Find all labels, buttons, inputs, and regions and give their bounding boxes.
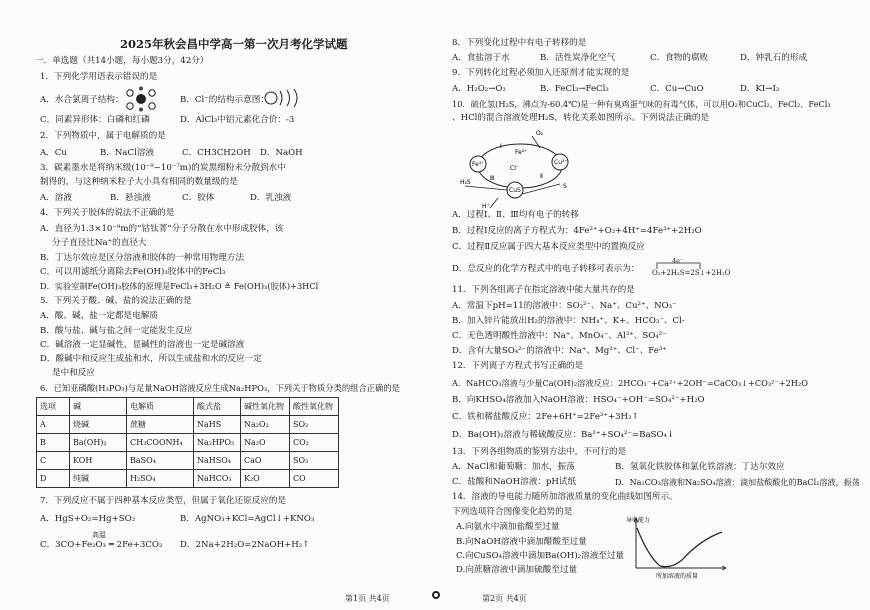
section-heading: 一．单选题（共14小题，每小题3分，42分） <box>35 56 209 66</box>
q11-option-d: D．含有大量SO₄²⁻的溶液中：Na⁺、Mg²⁺、Cl⁻、Fe³⁺ <box>452 346 667 356</box>
q5-option-a: A．酸、碱、盐一定都是电解质 <box>40 311 158 321</box>
q10-stem-line1: 10．硫化氢(H₂S，沸点为-60.4℃)是一种有臭鸡蛋气味的有毒气体，可以用O₂和CuCl₂、FeCl₂、FeCl₃ <box>452 99 831 109</box>
q8-option-a: A．食盐溶于水 <box>452 53 510 63</box>
diagram-i-label: Ⅰ <box>500 143 502 150</box>
table-cell: D <box>37 470 70 488</box>
table-cell: SO₂ <box>290 416 339 434</box>
q9-option-b: B．FeCl₃→FeCl₂ <box>540 84 609 94</box>
table-cell: Na₂O₂ <box>241 416 290 434</box>
table-cell: SO₃ <box>290 452 339 470</box>
q4-option-b: B．丁达尔效应是区分溶液和胶体的一种常用物理方法 <box>40 253 244 263</box>
right-page <box>440 0 870 610</box>
diagram-s-label: S <box>563 183 567 190</box>
q11-option-c: C．无色透明酸性溶液中：Na⁺、MnO₄⁻、Al³⁺、SO₄²⁻ <box>452 331 667 341</box>
q14-stem-line2: 下列选项符合图像变化趋势的是 <box>452 507 573 517</box>
q1-option-b: B．Cl⁻的结构示意图： <box>180 95 269 105</box>
table-header-cell: 电解质 <box>127 398 194 416</box>
q14-option-d: D.向蔗糖溶液中滴加硫酸至过量 <box>456 565 578 575</box>
q3-option-c: C．胶体 <box>182 193 215 203</box>
q8-option-d: D．钟乳石的形成 <box>740 53 808 63</box>
q13-option-c: C．盐酸和NaOH溶液：pH试纸 <box>452 477 577 487</box>
q9-option-c: C．Cu→CuO <box>650 84 704 94</box>
table-cell: Ba(OH)₂ <box>70 434 127 452</box>
page-footer-right: 第2页 共4页 <box>482 594 527 603</box>
table-cell: 烧碱 <box>70 416 127 434</box>
q12-option-a: A．NaHCO₃溶液与少量Ca(OH)₂溶液反应：2HCO₃⁻+Ca²⁺+2OH⁻=CaCO₃↓+CO₃²⁻+2H₂O <box>452 378 808 388</box>
table-cell: NaHSO₄ <box>194 452 241 470</box>
table-cell: BaSO₄ <box>127 452 194 470</box>
table-cell: Na₂HPO₃ <box>194 434 241 452</box>
table-header-cell: 碱性氧化物 <box>241 398 290 416</box>
q8-option-c: C．食物的腐败 <box>650 53 709 63</box>
table-row <box>37 452 339 470</box>
q13-stem: 13．下列各组物质的鉴别方法中，不可行的是 <box>452 447 627 457</box>
q9-option-d: D．KI→I₂ <box>740 84 780 94</box>
q6-stem: 6．已知亚磷酸(H₃PO₃)与足量NaOH溶液反应生成Na₂HPO₃，下列关于物质分类的组合正确的是 <box>40 383 400 393</box>
q14-option-a: A.向氨水中滴加盐酸至过量 <box>456 522 560 532</box>
q7-stem: 7．下列反应不属于四种基本反应类型，但属于氧化还原反应的是 <box>40 496 287 506</box>
q5-stem: 5．下列关于酸、碱、盐的说法正确的是 <box>40 296 192 306</box>
q10-option-d: D．总反应的化学方程式中的电子转移可表示为： <box>452 264 640 274</box>
table-header-cell: 酸式盐 <box>194 398 241 416</box>
q7-option-c-condition: 高温 <box>92 531 106 539</box>
diagram-h2s-label: H₂S <box>460 179 471 186</box>
q9-option-a: A．H₂O₂→O₂ <box>452 84 506 94</box>
q10-total-equation: O₂+2H₂S=2S↓+2H₂O <box>652 269 731 277</box>
table-row <box>37 416 339 434</box>
table-cell: K₂O <box>241 470 290 488</box>
q10-option-b: B．过程Ⅰ反应的离子方程式为：4Fe²⁺+O₂+4H⁺=4Fe³⁺+2H₂O <box>452 226 702 236</box>
diagram-h-label: H⁺ <box>482 203 490 210</box>
hydrated-chloride-icon <box>124 86 158 112</box>
diagram-cl-label: Cl⁻ <box>510 165 520 172</box>
q1-stem: 1．下列化学用语表示错误的是 <box>40 72 158 82</box>
q7-option-a: A．HgS+O₂=Hg+SO₂ <box>40 514 136 524</box>
q10-option-c: C．过程Ⅱ反应属于四大基本反应类型中的置换反应 <box>452 242 645 252</box>
table-header-cell: 碱 <box>70 398 127 416</box>
q8-stem: 8．下列变化过程中有电子转移的是 <box>452 38 587 48</box>
q7-option-d: D．2Na+2H₂O=2NaOH+H₂↑ <box>180 540 310 550</box>
q3-option-b: B．悬浊液 <box>110 193 151 203</box>
q12-stem: 12．下列离子方程式书写正确的是 <box>452 361 584 371</box>
q14-option-b: B.向NaOH溶液中滴加醋酸至过量 <box>456 537 587 547</box>
q11-option-a: A．常温下pH=11的溶液中：SO₃²⁻、Na⁺、Cu²⁺、NO₃⁻ <box>452 301 677 311</box>
q4-stem: 4．下列关于胶体的说法不正确的是 <box>40 208 175 218</box>
table-cell: 蔗糖 <box>127 416 194 434</box>
table-row <box>37 470 339 488</box>
q14-option-c: C.向CuSO₄溶液中滴加Ba(OH)₂溶液至过量 <box>456 551 625 561</box>
page-footer-left: 第1页 共4页 <box>345 594 390 603</box>
table-cell: NaHS <box>194 416 241 434</box>
table-cell: CaO <box>241 452 290 470</box>
table-row <box>37 434 339 452</box>
q6-classification-table <box>36 397 339 488</box>
binding-hole-icon <box>432 591 440 599</box>
table-cell: CO₂ <box>290 434 339 452</box>
diagram-fe2-label: Fe²⁺ <box>515 149 528 156</box>
q3-option-a: A．溶液 <box>40 193 72 203</box>
q12-option-c: C．铁和稀盐酸反应：2Fe+6H⁺=2Fe³⁺+3H₂↑ <box>452 412 639 422</box>
q1-option-a: A．水合氯离子结构： <box>40 95 124 105</box>
q5-option-c: C．碱溶液一定显碱性，显碱性的溶液也一定是碱溶液 <box>40 340 245 350</box>
graph-x-label: 所加溶液的质量 <box>656 573 699 580</box>
q10-option-a: A．过程Ⅰ、Ⅱ、Ⅲ均有电子的转移 <box>452 210 579 220</box>
q12-option-d: D．Ba(OH)₂溶液与稀硫酸反应：Ba²⁺+SO₄²⁻=BaSO₄↓ <box>452 430 675 440</box>
q7-option-b: B．AgNO₃+KCl=AgCl↓+KNO₃ <box>180 514 315 524</box>
table-header-cell: 选项 <box>37 398 70 416</box>
q3-option-d: D．乳浊液 <box>250 193 292 203</box>
diagram-fe3-label: Fe³⁺ <box>472 161 485 168</box>
table-cell: Na₂O <box>241 434 290 452</box>
q10-electron-label: 4e⁻ <box>672 257 684 265</box>
q2-option-b: B．NaCl溶液 <box>100 148 155 158</box>
q2-stem: 2．下列物质中，属于电解质的是 <box>40 131 166 141</box>
q1-option-d: D．AlCl₃中铝元素化合价：-3 <box>180 115 295 125</box>
table-cell: NaHCO₃ <box>194 470 241 488</box>
table-cell: B <box>37 434 70 452</box>
q11-option-b: B．加入锌片能放出H₂的溶液中：NH₄⁺、K+、HCO₃⁻、Cl- <box>452 316 685 326</box>
q9-stem: 9．下列转化过程必须加入还原剂才能实现的是 <box>452 68 630 78</box>
diagram-cus-label: CuS <box>509 187 521 194</box>
q5-option-d-line1: D．酸碱中和反应生成盐和水，所以生成盐和水的反应一定 <box>40 354 262 364</box>
q5-option-d-line2: 是中和反应 <box>52 368 95 378</box>
table-cell: KOH <box>70 452 127 470</box>
table-header-cell: 酸性氧化物 <box>290 398 339 416</box>
q2-option-d: D．NaOH <box>260 148 303 158</box>
q2-option-c: C．CH3CH2OH <box>182 148 251 158</box>
q3-stem-line1: 3．碳素墨水是将纳米级(10⁻⁹~10⁻⁷m)的炭黑细粉末分散到水中 <box>40 163 286 173</box>
table-cell: H₂SO₄ <box>127 470 194 488</box>
diagram-o2-label: O₂ <box>536 130 544 137</box>
q4-option-c: C．可以用滤纸分离除去Fe(OH)₃胶体中的FeCl₃ <box>40 267 226 277</box>
diagram-iii-label: Ⅲ <box>490 175 495 182</box>
table-cell: CO <box>290 470 339 488</box>
q10-stem-line2: 、HCl的混合溶液处理H₂S，转化关系如图所示。下列说法正确的是 <box>452 113 710 123</box>
q4-option-a-line2: 分子直径比Na⁺的直径大 <box>52 238 147 248</box>
q7-option-c: C．3CO+Fe₂O₃ ═ 2Fe+3CO₂ <box>40 540 163 550</box>
conductivity-curve-graph <box>626 512 730 580</box>
diagram-ii-label: Ⅱ <box>540 173 543 180</box>
table-header-row <box>37 398 339 416</box>
q1-option-c: C．同素异形体：白磷和红磷 <box>40 115 150 125</box>
q4-option-a-line1: A．直径为1.3×10⁻⁹m的“钴钛菁”分子分散在水中形成胶体，该 <box>40 224 284 234</box>
q4-option-d: D．实验室制Fe(OH)₃胶体的原理是FeCl₃+3H₂O ≜ Fe(OH)₃(胶体)+3HCl <box>40 281 319 291</box>
q5-option-b: B．酸与盐、碱与盐之间一定能发生反应 <box>40 326 193 336</box>
q12-option-b: B．向KHSO₄溶液加入NaOH溶液：HSO₄⁻+OH⁻=SO₄²⁻+H₂O <box>452 395 705 405</box>
graph-y-label: 导电能力 <box>626 517 651 524</box>
q13-option-d: D．Na₂CO₃溶液和Na₂SO₄溶液：滴加盐酸酸化的BaCl₂溶液，振荡 <box>615 477 860 487</box>
q8-option-b: B．活性炭净化空气 <box>540 53 616 63</box>
q13-option-a: A．NaCl和葡萄糖：加水，振荡 <box>452 462 575 472</box>
h2s-cycle-diagram <box>460 128 580 210</box>
q14-stem-line1: 14．溶液的导电能力随所加溶液质量的变化曲线如图所示。 <box>452 492 678 502</box>
q13-option-b: B．氢氧化铁胶体和氯化铁溶液：丁达尔效应 <box>615 462 785 472</box>
exam-title: 2025年秋会昌中学高一第一次月考化学试题 <box>120 37 348 51</box>
q11-stem: 11．下列各组离子在指定溶液中能大量共存的是 <box>452 285 635 295</box>
q2-option-a: A．Cu <box>40 148 67 158</box>
chloride-structure-icon <box>263 88 303 108</box>
q3-stem-line2: 制得的，与这种纳米粒子大小具有相同的数量级的是 <box>40 177 238 187</box>
table-cell: 纯碱 <box>70 470 127 488</box>
table-cell: CH₃COONH₄ <box>127 434 194 452</box>
table-cell: A <box>37 416 70 434</box>
table-cell: C <box>37 452 70 470</box>
diagram-cu-label: Cu²⁺ <box>554 159 568 166</box>
